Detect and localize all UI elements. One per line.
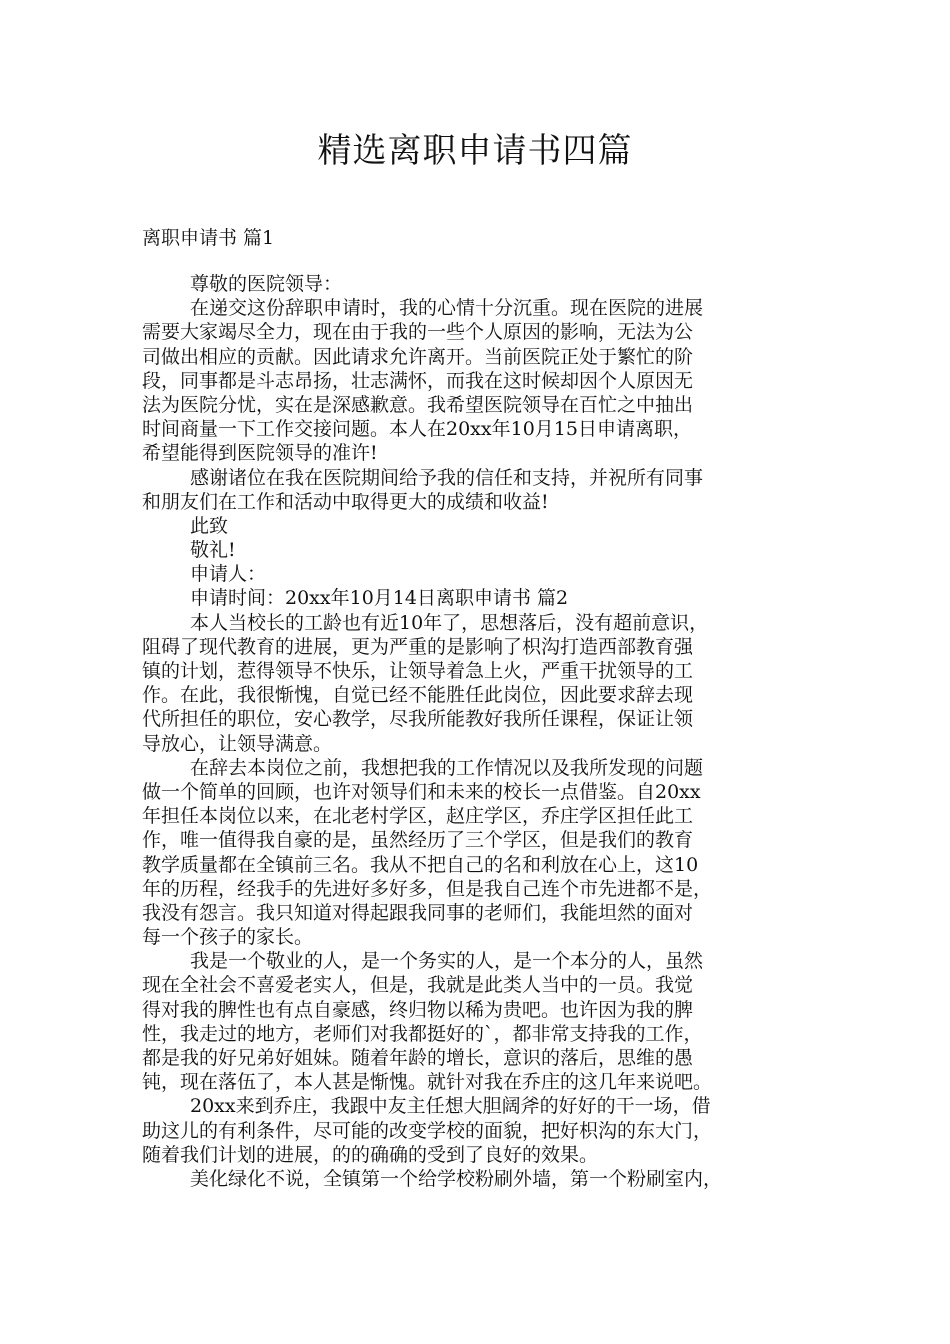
text-line: 司做出相应的贡献。因此请求允许离开。当前医院正处于繁忙的阶 (142, 345, 694, 368)
text-line: 时间商量一下工作交接问题。本人在20xx年10月15日申请离职， (142, 418, 692, 441)
text-line: 教学质量都在全镇前三名。我从不把自己的名和利放在心上，这10 (142, 853, 699, 876)
text-line: 在辞去本岗位之前，我想把我的工作情况以及我所发现的问题 (190, 756, 704, 779)
text-line: 每一个孩子的家长。 (142, 926, 314, 949)
text-line: 此致 (190, 514, 229, 537)
text-line: 美化绿化不说，全镇第一个给学校粉刷外墙，第一个粉刷室内， (190, 1167, 723, 1190)
text-line: 申请时间：20xx年10月14日离职申请书 篇2 (190, 587, 569, 610)
text-line: 需要大家竭尽全力，现在由于我的一些个人原因的影响，无法为公 (142, 321, 694, 344)
text-line: 导放心，让领导满意。 (142, 732, 333, 755)
text-line: 助这儿的有利条件，尽可能的改变学校的面貌，把好枳沟的东大门， (142, 1119, 713, 1142)
text-line: 性，我走过的地方，老师们对我都挺好的`，都非常支持我的工作， (142, 1022, 703, 1045)
text-line: 20xx来到乔庄，我跟中友主任想大胆阔斧的好好的干一场，借 (190, 1095, 711, 1118)
text-line: 尊敬的医院领导： (190, 273, 343, 295)
text-line: 在递交这份辞职申请时，我的心情十分沉重。现在医院的进展 (190, 297, 704, 320)
document-body (142, 272, 810, 1191)
text-line: 法为医院分忧，实在是深感歉意。我希望医院领导在百忙之中抽出 (142, 393, 694, 416)
text-line: 段，同事都是斗志昂扬，壮志满怀，而我在这时候却因个人原因无 (142, 369, 694, 392)
section-heading: 离职申请书 篇1 (142, 227, 275, 249)
text-line: 年的历程，经我手的先进好多好多，但是我自己连个市先进都不是， (142, 877, 713, 900)
document-title: 精选离职申请书四篇 (317, 131, 633, 171)
text-line: 代所担任的职位，安心教学，尽我所能教好我所任课程，保证让领 (142, 708, 694, 731)
text-line: 随着我们计划的进展，的的确确的受到了良好的效果。 (142, 1143, 599, 1166)
text-line: 作，唯一值得我自豪的是，虽然经历了三个学区，但是我们的教育 (142, 829, 694, 852)
text-line: 和朋友们在工作和活动中取得更大的成绩和收益! (142, 490, 549, 513)
text-line: 敬礼! (190, 539, 236, 562)
text-line: 感谢诸位在我在医院期间给予我的信任和支持，并祝所有同事 (190, 466, 704, 489)
text-line: 我没有怨言。我只知道对得起跟我同事的老师们，我能坦然的面对 (142, 901, 694, 924)
text-line: 年担任本岗位以来，在北老村学区，赵庄学区，乔庄学区担任此工 (142, 805, 694, 828)
text-line: 阻碍了现代教育的进展，更为严重的是影响了枳沟打造西部教育强 (142, 635, 694, 658)
text-line: 现在全社会不喜爱老实人，但是，我就是此类人当中的一员。我觉 (142, 974, 694, 997)
text-line: 镇的计划，惹得领导不快乐，让领导着急上火，严重干扰领导的工 (142, 660, 694, 682)
text-line: 钝，现在落伍了，本人甚是惭愧。就针对我在乔庄的这几年来说吧。 (142, 1071, 713, 1094)
text-line: 申请人： (190, 563, 267, 586)
text-line: 希望能得到医院领导的准许! (142, 442, 378, 465)
text-line: 作。在此，我很惭愧，自觉已经不能胜任此岗位，因此要求辞去现 (142, 684, 694, 707)
text-line: 我是一个敬业的人，是一个务实的人，是一个本分的人，虽然 (190, 950, 704, 973)
text-line: 得对我的脾性也有点自豪感，终归物以稀为贵吧。也许因为我的脾 (142, 998, 694, 1021)
text-line: 都是我的好兄弟好姐妹。随着年龄的增长，意识的落后，思维的愚 (142, 1047, 694, 1069)
text-line: 做一个简单的回顾，也许对领导们和未来的校长一点借鉴。自20xx (142, 780, 701, 803)
text-line: 本人当校长的工龄也有近10年了，思想落后，没有超前意识， (190, 611, 709, 634)
